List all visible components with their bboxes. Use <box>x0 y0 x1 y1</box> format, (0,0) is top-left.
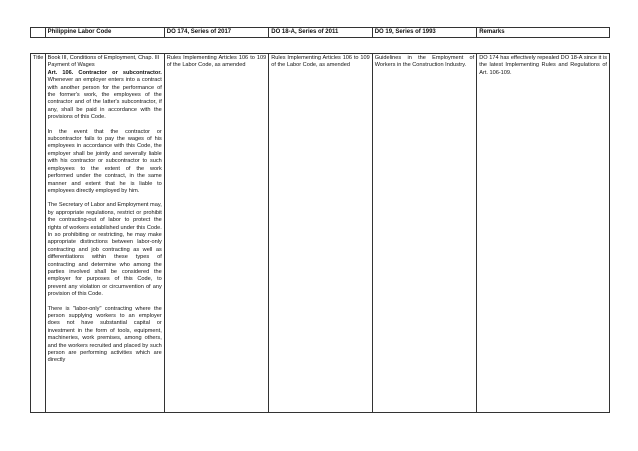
code-intro: Book III, Conditions of Employment, Chap. III Payment of Wages <box>47 55 160 69</box>
labor-code-cell <box>45 54 164 413</box>
header-do-174: DO 174, Series of 2017 <box>164 28 269 38</box>
code-paragraph-1 <box>48 70 162 122</box>
header-table <box>30 27 610 38</box>
header-remarks: Remarks <box>477 28 610 38</box>
code-paragraph-1-text: Whenever an employer enters into a contract with another person for the performance of the former's work, the employees of the contractor and of the latter's subcontractor, if any, shall be paid in accordance with the provisions of this Code. <box>47 77 162 121</box>
remarks-cell: DO 174 has effectively repealed DO 18-A since it is the latest Implementing Rules and Regulations of Art. 106-109. <box>477 54 610 413</box>
comparison-table <box>30 53 610 413</box>
code-paragraph-3: The Secretary of Labor and Employment may, by appropriate regulations, restrict or prohibit the contracting-out of labor to protect the rights of workers established under this Code. In so prohibiting or restricting, he may make appropriate distinctions between labor-only contracting and job contracting as well as differentiations within these types of contracting and determine who among the parties involved shall be considered the employer for purposes of this Code, to prevent any violation or circumvention of any provision of this Code. <box>47 202 162 298</box>
do-174-cell: Rules Implementing Articles 106 to 109 of the Labor Code, as amended <box>164 54 269 413</box>
header-do-19: DO 19, Series of 1993 <box>372 28 477 38</box>
do-18a-cell: Rules Implementing Articles 106 to 109 of the Labor Code, as amended <box>269 54 372 413</box>
row-label-cell: Title <box>31 54 46 413</box>
header-row <box>31 28 610 38</box>
header-philippine-labor-code: Philippine Labor Code <box>45 28 164 38</box>
table-row-title <box>31 54 610 413</box>
header-do-18a: DO 18-A, Series of 2011 <box>269 28 372 38</box>
do-19-cell: Guidelines in the Employment of Workers in the Construction Industry. <box>372 54 477 413</box>
code-paragraph-4: There is "labor-only" contracting where the person supplying workers to an employer does not have substantial capital or investment in the form of tools, equipment, machineries, work premises, among others, and the workers recruited and placed by such person are performing activities which are directly <box>47 305 162 364</box>
code-article-heading: Art. 106. Contractor or subcontractor. <box>47 69 162 76</box>
code-paragraph-2: In the event that the contractor or subcontractor fails to pay the wages of his employees in accordance with this Code, the employer shall be jointly and severally liable with his contractor or subcontractor to such employees to the extent of the work performed under the contract, in the same manner and extent that he is liable to employees directly employed by him. <box>47 128 162 194</box>
header-blank-cell <box>31 28 46 38</box>
